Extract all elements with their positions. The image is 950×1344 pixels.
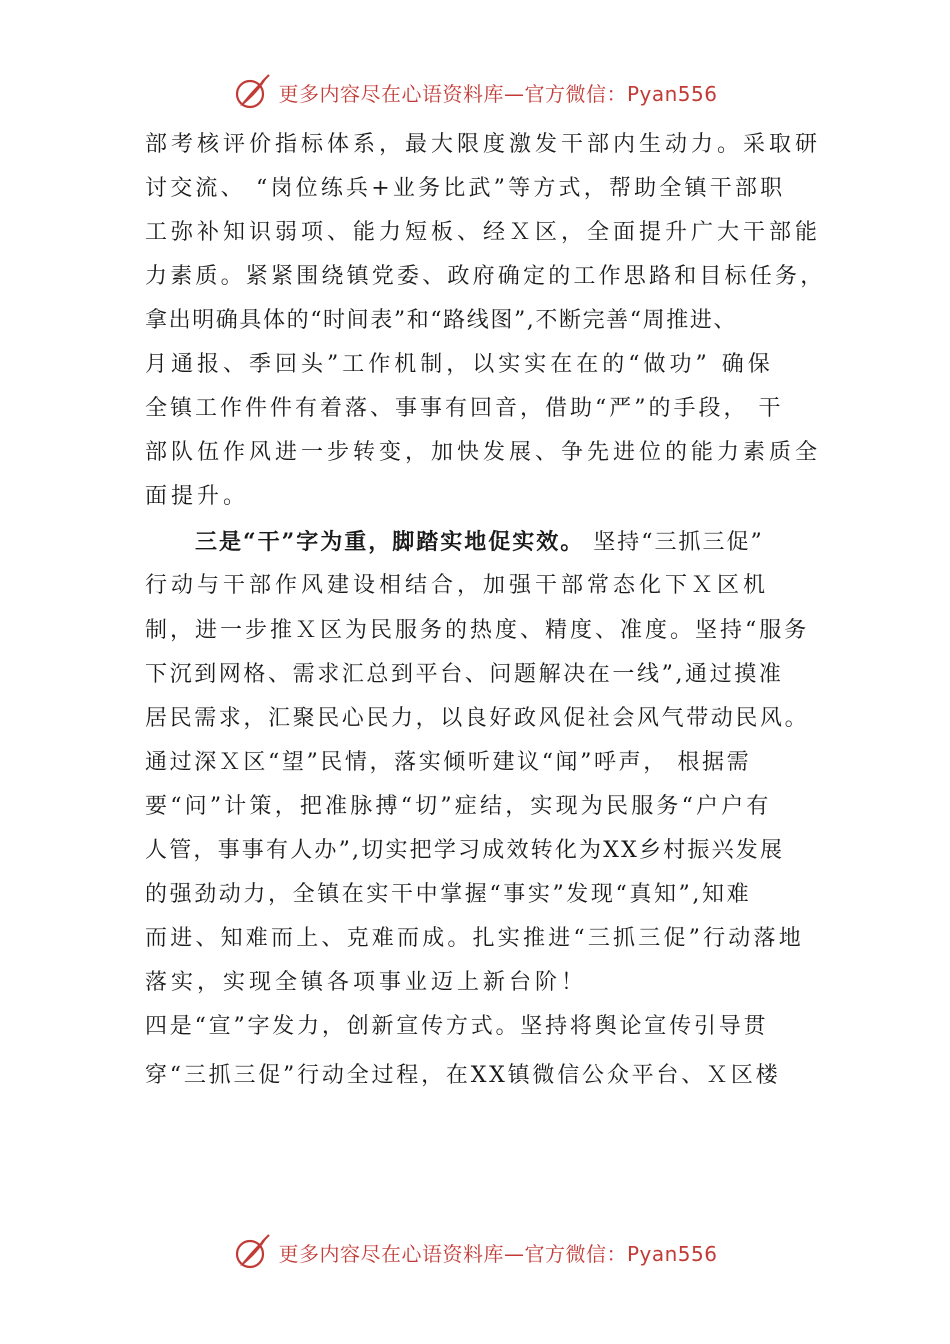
text-line: 讨交流、 “岗位练兵+业务比武”等方式，帮助全镇干部职 <box>145 176 786 201</box>
text-line: 面提升。 <box>145 484 250 509</box>
text-line: 下沉到网格、需求汇总到平台、问题解决在一线”,通过摸准 <box>145 662 784 687</box>
text-line: 工弥补知识弱项、能力短板、经Ｘ区，全面提升广大干部能 <box>145 220 822 245</box>
text-line: 部队伍作风进一步转变，加快发展、争先进位的能力素质全 <box>145 440 822 465</box>
text-line: 落实，实现全镇各项事业迈上新台阶！ <box>145 970 588 995</box>
text-line: 制，进一步推Ｘ区为民服务的热度、精度、准度。坚持“服务 <box>145 618 810 643</box>
text-line: 力素质。紧紧围绕镇党委、政府确定的工作思路和目标任务， <box>145 264 826 289</box>
text-line: 居民需求，汇聚民心民力，以良好政风促社会风气带动民风。 <box>145 706 810 731</box>
text-line: 全镇工作件件有着落、事事有回音，借助“严”的手段， 干 <box>145 396 784 421</box>
text-line: 拿出明确具体的“时间表”和“路线图”,不断完善“周推进、 <box>145 308 738 333</box>
banner-text: 更多内容尽在心语资料库—官方微信：Pyan556 <box>278 81 718 106</box>
quill-pen-logo-icon <box>232 1232 272 1272</box>
paragraph-lead-rest: 坚持“三抓三促” <box>584 530 764 555</box>
text-line: 穿“三抓三促”行动全过程，在XX镇微信公众平台、Ｘ区楼 <box>145 1063 781 1088</box>
text-line: 要“问”计策，把准脉搏“切”症结，实现为民服务“户户有 <box>145 794 772 819</box>
paragraph-lead-heading: 三是“干”字为重，脚踏实地促实效。 <box>195 529 585 555</box>
footer-banner <box>0 1230 950 1274</box>
banner-text: 更多内容尽在心语资料库—官方微信：Pyan556 <box>278 1241 718 1266</box>
text-line: 月通报、季回头”工作机制，以实实在在的“做功” 确保 <box>145 352 774 377</box>
text-line: 通过深Ｘ区“望”民情，落实倾听建议“闻”呼声， 根据需 <box>145 750 752 775</box>
text-line: 而进、知难而上、克难而成。扎实推进“三抓三促”行动落地 <box>145 926 804 951</box>
text-line: 的强劲动力，全镇在实干中掌握“事实”发现“真知”,知难 <box>145 882 752 907</box>
text-line: 人管，事事有人办”,切实把学习成效转化为XX乡村振兴发展 <box>145 838 785 863</box>
paragraph-three-first-line <box>195 527 764 558</box>
text-line: 四是“宣”字发力，创新宣传方式。坚持将舆论宣传引导贯 <box>145 1014 769 1039</box>
text-line: 部考核评价指标体系，最大限度激发干部内生动力。采取研 <box>145 132 822 157</box>
text-line: 行动与干部作风建设相结合，加强干部常态化下Ｘ区机 <box>145 573 770 598</box>
